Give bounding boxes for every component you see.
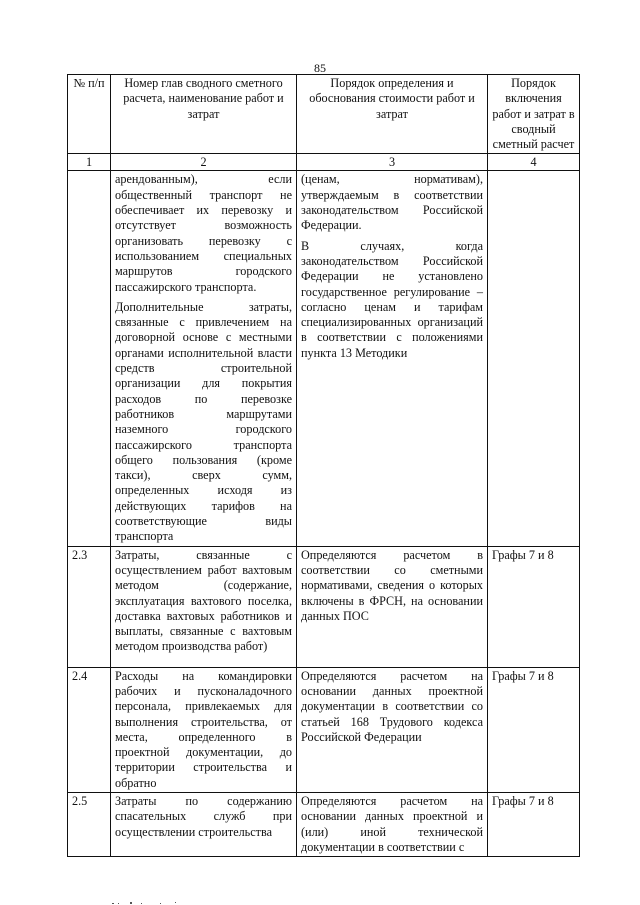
row-number: 2.5 bbox=[68, 792, 111, 856]
row-inclusion bbox=[488, 171, 580, 546]
column-number: 3 bbox=[297, 154, 488, 171]
row-name-text: Затраты по содержанию спасательных служб при осуществлении строительства bbox=[115, 793, 292, 839]
row-inclusion: Графы 7 и 8 bbox=[488, 667, 580, 792]
row-method-cell bbox=[297, 792, 488, 856]
row-method-text: Определяются расчетом в соответствии со сметными нормативами, сведения о которых включены в ФРСН, на основании данных ПОС bbox=[301, 547, 483, 623]
row-name-text: Затраты, связанные с осуществлением работ вахтовым методом (содержание, эксплуатация вахтового поселка, доставка вахтовых работников и выплаты, связанные с вахтовым методом производства работ) bbox=[115, 547, 292, 654]
row-number: 2.4 bbox=[68, 667, 111, 792]
header-inclusion: Порядок включения работ и затрат в сводный сметный расчет bbox=[488, 75, 580, 154]
row-name-text: Дополнительные затраты, связанные с привлечением на договорной основе с местными органами исполнительной власти средств строительной организации для покрытия расходов по перевозке работников маршрутами наземного городского пассажирского транспорта общего пользования (кроме такси), сверх сумм, определенных исходя из действующих тарифов на соответствующие виды транспорта bbox=[115, 299, 292, 544]
scan-edge-marks bbox=[0, 899, 640, 905]
header-method: Порядок определения и обоснования стоимости работ и затрат bbox=[297, 75, 488, 154]
estimate-table bbox=[67, 74, 580, 857]
row-inclusion: Графы 7 и 8 bbox=[488, 546, 580, 667]
row-name-cell bbox=[111, 171, 297, 546]
table-row bbox=[68, 546, 580, 667]
column-number: 2 bbox=[111, 154, 297, 171]
row-name-text: арендованным), если общественный транспорт не обеспечивает их перевозку и отсутствует возможность организовать перевозку с использованием специальных маршрутов городского пассажирского транспорта. bbox=[115, 172, 292, 294]
row-number bbox=[68, 171, 111, 546]
row-method-text: (ценам, нормативам), утверждаемым в соответствии законодательством Российской Федерации. bbox=[301, 172, 483, 233]
row-name-cell bbox=[111, 546, 297, 667]
row-method-cell bbox=[297, 171, 488, 546]
column-number: 1 bbox=[68, 154, 111, 171]
row-name-cell bbox=[111, 792, 297, 856]
column-number-row bbox=[68, 154, 580, 171]
table-row bbox=[68, 171, 580, 546]
page-number: 85 bbox=[314, 61, 326, 75]
row-inclusion: Графы 7 и 8 bbox=[488, 792, 580, 856]
table-row bbox=[68, 792, 580, 856]
row-method-text: В случаях, когда законодательством Российской Федерации не установлено государственное регулирование – согласно ценам и тарифам специализированных организаций в соответствии с положениями пункта 13 Методики bbox=[301, 238, 483, 360]
row-method-cell bbox=[297, 667, 488, 792]
header-num: № п/п bbox=[68, 75, 111, 154]
row-method-text: Определяются расчетом на основании данных проектной документации в соответствии со статьей 168 Трудового кодекса Российской Федерации bbox=[301, 668, 483, 744]
table-row bbox=[68, 667, 580, 792]
row-name-text: Расходы на командировки рабочих и пусконаладочного персонала, привлекаемых для выполнения строительства, от места, определенного в проектной документации, до территории строительства и обратно bbox=[115, 668, 292, 790]
row-method-text: Определяются расчетом на основании данных проектной и (или) иной технической документации в соответствии с bbox=[301, 793, 483, 854]
column-number: 4 bbox=[488, 154, 580, 171]
row-name-cell bbox=[111, 667, 297, 792]
table-header-row bbox=[68, 75, 580, 154]
row-method-cell bbox=[297, 546, 488, 667]
header-name: Номер глав сводного сметного расчета, наименование работ и затрат bbox=[111, 75, 297, 154]
row-number: 2.3 bbox=[68, 546, 111, 667]
